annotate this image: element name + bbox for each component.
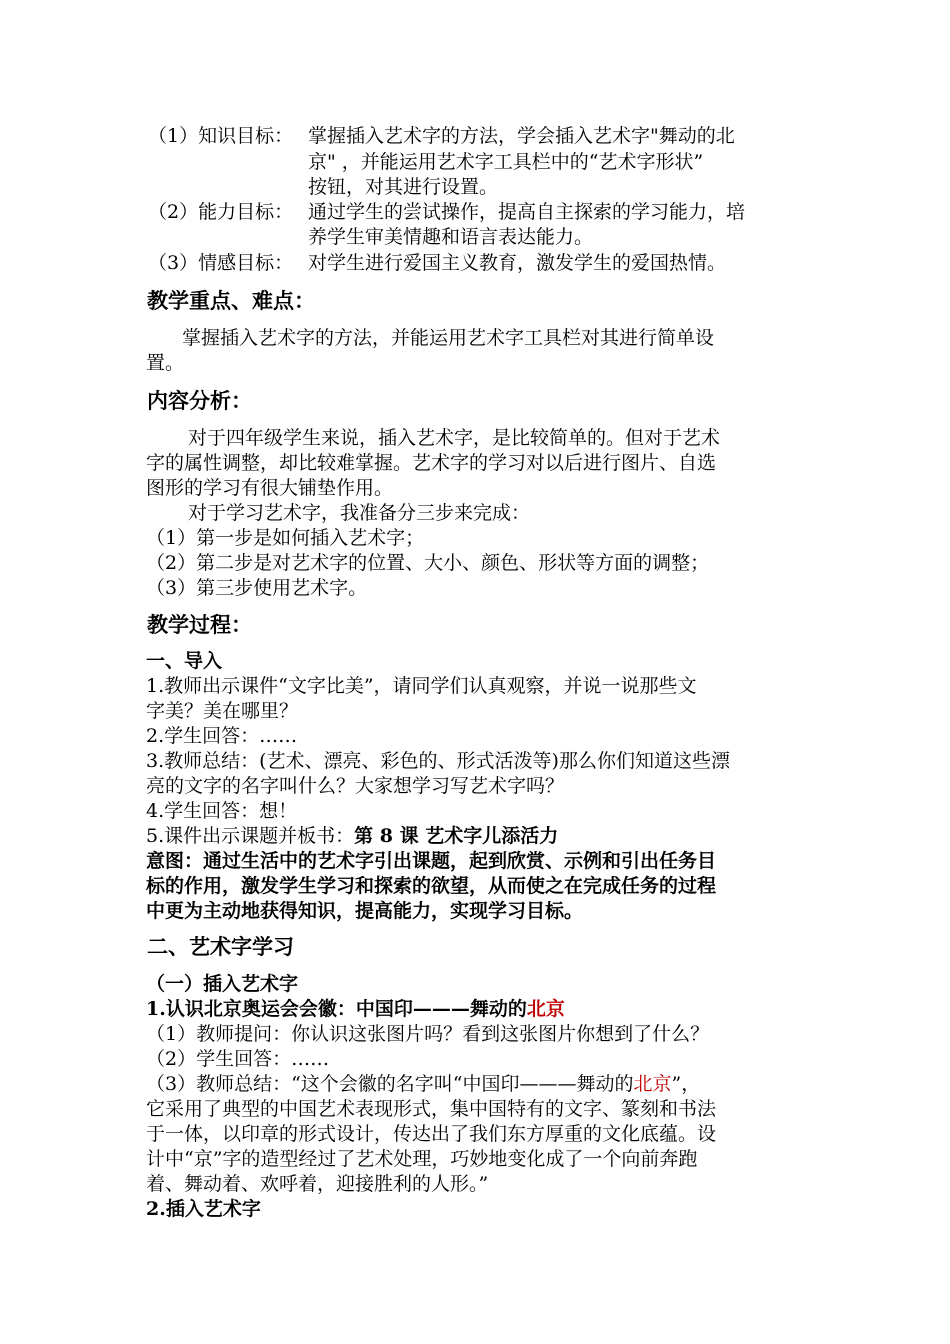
analysis-step3: （3）第三步使用艺术字。 — [146, 577, 368, 599]
art-q3-suffix: ”， — [671, 1073, 701, 1095]
goal-knowledge-line2: 京" ，并能运用艺术字工具栏中的“艺术字形状” — [308, 151, 704, 173]
key-points-line2: 置。 — [146, 352, 185, 374]
art-item1-red: 北京 — [526, 998, 565, 1020]
goal-ability-line2: 养学生审美情趣和语言表达能力。 — [308, 226, 594, 248]
intro-line4: 3.教师总结：(艺术、漂亮、彩色的、形式活泼等)那么你们知道这些漂 — [146, 750, 730, 772]
goal-ability-label: （2）能力目标： — [148, 201, 294, 223]
lesson-title: 第 8 课 艺术字儿添活力 — [354, 825, 559, 847]
analysis-heading: 内容分析： — [147, 389, 252, 413]
art-q3-red: 北京 — [633, 1073, 672, 1095]
analysis-line4: 对于学习艺术字，我准备分三步来完成： — [188, 502, 531, 524]
art-sub1: （一）插入艺术字 — [146, 973, 299, 995]
goal-knowledge-line3: 按钮，对其进行设置。 — [308, 176, 499, 198]
art-q3-line5: 着、舞动着、欢呼着，迎接胜利的人形。” — [146, 1173, 489, 1195]
intent-line2: 标的作用，激发学生学习和探索的欲望，从而使之在完成任务的过程 — [146, 875, 717, 897]
intro-line2: 字美？美在哪里？ — [146, 700, 299, 722]
intro-heading: 一、导入 — [146, 650, 223, 672]
intro-line5: 亮的文字的名字叫什么？大家想学习写艺术字吗？ — [146, 775, 565, 797]
intro-line7 — [146, 824, 558, 848]
goal-knowledge-line1: 掌握插入艺术字的方法，学会插入艺术字"舞动的北 — [308, 125, 735, 147]
art-q3-prefix: （3）教师总结：“这个会徽的名字叫“中国印———舞动的 — [146, 1073, 634, 1095]
art-q1: （1）教师提问：你认识这张图片吗？看到这张图片你想到了什么？ — [146, 1023, 710, 1045]
art-q3-line1 — [146, 1072, 700, 1096]
intro-line3: 2.学生回答：…… — [146, 725, 298, 747]
art-q3-line4: 计中“京”字的造型经过了艺术处理，巧妙地变化成了一个向前奔跑 — [146, 1148, 698, 1170]
art-q2: （2）学生回答：…… — [146, 1048, 330, 1070]
art-q3-line3: 于一体，以印章的形式设计，传达出了我们东方厚重的文化底蕴。设 — [146, 1123, 717, 1145]
intro-line6: 4.学生回答：想！ — [146, 800, 298, 822]
goal-knowledge-label: （1）知识目标： — [148, 125, 294, 147]
key-points-heading: 教学重点、难点： — [147, 289, 315, 313]
intent-line1: 意图：通过生活中的艺术字引出课题，起到欣赏、示例和引出任务目 — [146, 850, 717, 872]
analysis-step2: （2）第二步是对艺术字的位置、大小、颜色、形状等方面的调整； — [146, 552, 710, 574]
intro-line1: 1.教师出示课件“文字比美”，请同学们认真观察，并说一说那些文 — [146, 675, 697, 697]
art-item1-prefix: 1.认识北京奥运会会徽：中国印———舞动的 — [146, 998, 527, 1020]
analysis-step1: （1）第一步是如何插入艺术字； — [146, 527, 425, 549]
analysis-line2: 字的属性调整，却比较难掌握。艺术字的学习对以后进行图片、自选 — [146, 452, 717, 474]
analysis-line1: 对于四年级学生来说，插入艺术字，是比较简单的。但对于艺术 — [188, 427, 721, 449]
art-item2: 2.插入艺术字 — [146, 1198, 261, 1220]
art-item1 — [146, 997, 565, 1021]
analysis-line3: 图形的学习有很大铺垫作用。 — [146, 477, 394, 499]
goal-emotion-label: （3）情感目标： — [148, 252, 294, 274]
process-heading: 教学过程： — [147, 613, 252, 637]
intro-line7-prefix: 5.课件出示课题并板书： — [146, 825, 355, 847]
intent-line3: 中更为主动地获得知识，提高能力，实现学习目标。 — [146, 900, 584, 922]
art-heading: 二、艺术字学习 — [147, 935, 294, 959]
key-points-line1: 掌握插入艺术字的方法，并能运用艺术字工具栏对其进行简单设 — [182, 327, 715, 349]
goal-ability-line1: 通过学生的尝试操作，提高自主探索的学习能力，培 — [308, 201, 746, 223]
goal-emotion-line1: 对学生进行爱国主义教育，激发学生的爱国热情。 — [308, 252, 727, 274]
art-q3-line2: 它采用了典型的中国艺术表现形式，集中国特有的文字、篆刻和书法 — [146, 1098, 717, 1120]
